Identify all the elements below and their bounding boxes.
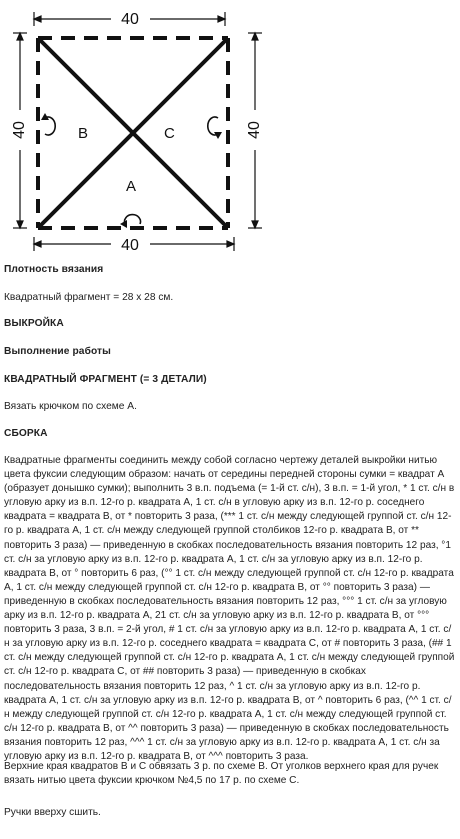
work-heading: Выполнение работы bbox=[4, 346, 111, 357]
rotation-arrow-c-icon bbox=[208, 117, 222, 139]
region-b-label: B bbox=[78, 125, 89, 142]
top-width-label: 40 bbox=[121, 11, 139, 28]
square-heading: КВАДРАТНЫЙ ФРАГМЕНТ (= 3 ДЕТАЛИ) bbox=[4, 374, 207, 385]
edges-text: Верхние края квадратов В и С обвязать 3 р. по схеме В. От уголков верхнего края для ручек вязать нитью цвета фуксии крючком №4,5 по 17 р. по схеме С. bbox=[4, 761, 439, 787]
right-height-label: 40 bbox=[246, 121, 263, 139]
bottom-width-label: 40 bbox=[121, 237, 139, 254]
square-text: Вязать крючком по схеме А. bbox=[4, 401, 137, 412]
rotation-arrow-b-icon bbox=[41, 113, 55, 135]
rotation-arrow-a-icon bbox=[120, 215, 141, 228]
density-heading: Плотность вязания bbox=[4, 264, 104, 275]
assembly-heading: СБОРКА bbox=[4, 428, 48, 439]
region-a-label: A bbox=[126, 178, 137, 195]
left-height-label: 40 bbox=[11, 121, 28, 139]
density-text: Квадратный фрагмент = 28 x 28 см. bbox=[4, 292, 174, 303]
assembly-text: Квадратные фрагменты соединить между собой согласно чертежу деталей выкройки нитью цвета фуксии следующим образом: начать от середины передней стороны сумки = квадрат А (образует донышко сумки); выполнить 3 в.п. подъема (= 1-й ст. с/н), 3 в.п. = 1-й угол, * 1 ст. с/н в угловую арку из в.п. 12-го р. квадрата А, 1 ст. с/н в угловую арку из в.п. 12-го р. соседнего квадрата = квадрата В, от * повторить 3 раза, (*** 1 ст. с/н между следующей группой ст. с/н 12-го р. квадрата А, 1 ст. с/н между следующей группой столбиков 12-го р. квадрата В, от ** повторить 3 раза) — приведенную в скобках последовательность вязания повторить 12 раз, °1 ст. с/н за угловую арку из в.п. 12-го р. квадрата А, 1 ст. с/н за угловую арку из в.п. 12-го р. квадрата В, от ° повторить 6 раз, (°° 1 ст. с/н между следующей группой ст. с/н 12-го р. квадрата А, 1 ст. с/н между следующей группой ст. с/н 12-го р. квадрата В, от °° повторить 3 раза) — приведенную в скобках последовательность вязания повторить 12 раз, °°° 1 ст. с/н за угловую арку из в.п. 12-го р. квадрата А, 21 ст. с/н за угловую арку из в.п. 12-го р. квадрата В, от °°° повторить 3 раза, 3 в.п. = 2-й угол, # 1 ст. с/н за угловую арку из в.п. 12-го р. квадрата А, 1 ст. с/н за угловую арку из в.п. 12-го р. соседнего квадрата = квадрата С, от # повторить 3 раза, (## 1 ст. с/н между следующей группой ст. с/н 12-го р. квадрата А, 1 ст. с/н между следующей группой ст. с/н 12-го р. квадрата С, от ## повторить 3 раза) — приведенную в скобках последовательность вязания повторить 12 раз, ^ 1 ст. с/н за угловую арку из в.п. 12-го р. квадрата А, 1 ст. с/н за угловую арку из в.п. 12-го р. квадрата В, от ^ повторить 6 раз, (^^ 1 ст. с/н между следующей группой ст. с/н 12-го р. квадрата А, 1 ст. с/н между следующей группой ст. с/н 12-го р. квадрата В, от ^^ повторить 3 раза) — приведенную в скобках последовательность вязания повторить 12 раз, ^^^ 1 ст. с/н за угловую арку из в.п. 12-го р. квадрата А, 1 ст. с/н за угловую арку из в.п. 12-го р. квадрата В, от ^^^ повторить 3 раза. bbox=[4, 455, 455, 762]
region-c-label: C bbox=[164, 125, 175, 142]
pattern-heading: ВЫКРОЙКА bbox=[4, 318, 64, 329]
handles-text: Ручки вверху сшить. bbox=[4, 807, 101, 818]
bag-assembly-diagram bbox=[0, 0, 460, 260]
solid-diagonals bbox=[38, 38, 228, 228]
